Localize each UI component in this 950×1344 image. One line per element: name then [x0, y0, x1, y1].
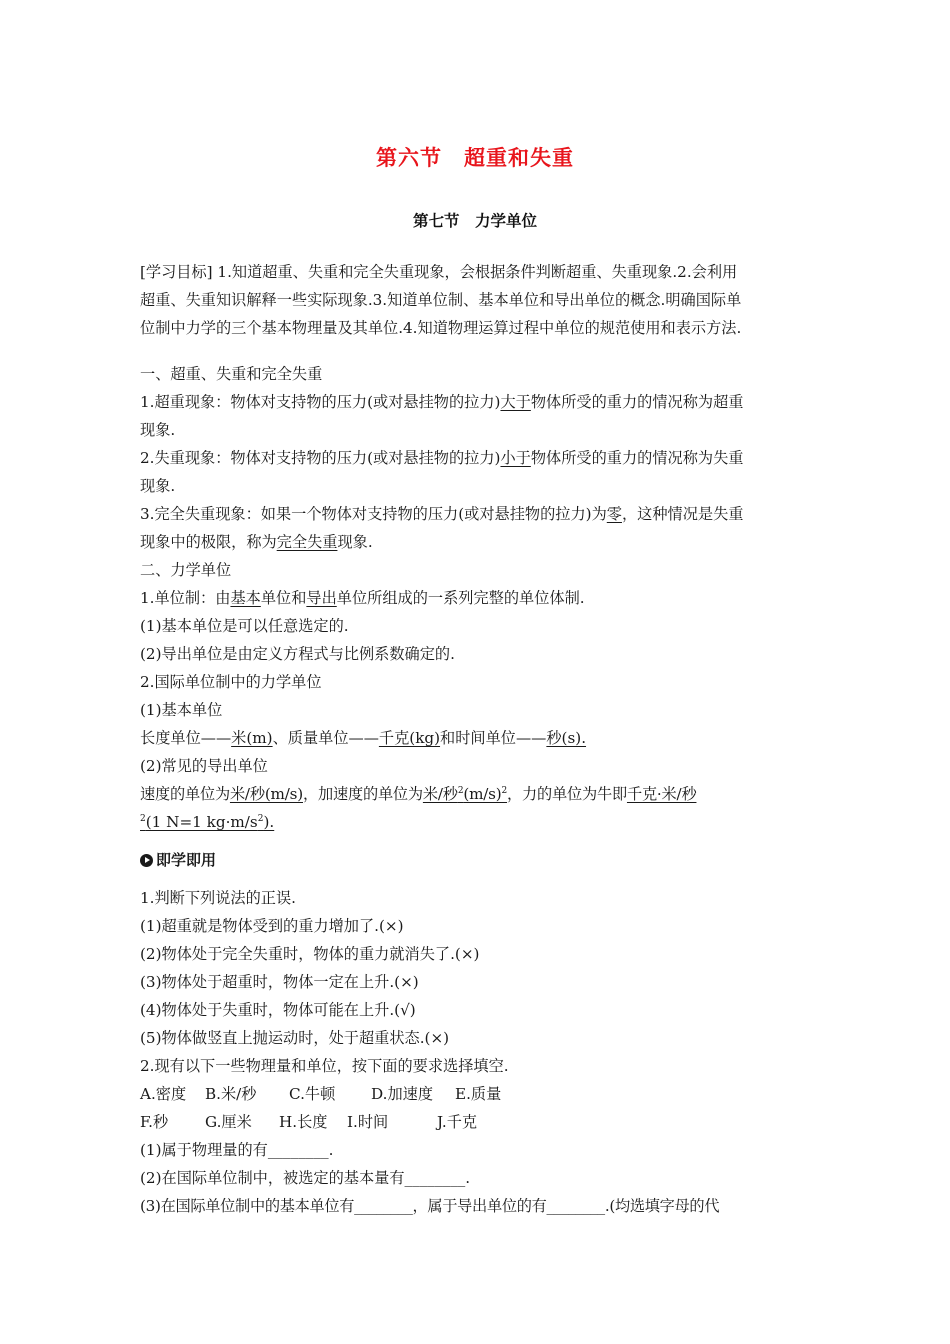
- practice-heading-label: 即学即用: [156, 851, 217, 869]
- text-line: [140, 444, 820, 472]
- text-span: 1.超重现象：物体对支持物的压力(或对悬挂物的拉力): [140, 393, 501, 411]
- learning-objectives: [140, 258, 820, 342]
- text-line: [140, 528, 820, 556]
- answer-blank: [140, 813, 274, 831]
- section-heading: 一、超重、失重和完全失重: [140, 365, 323, 383]
- option: F.秒: [140, 1113, 169, 1131]
- text-line: [140, 388, 820, 416]
- objective-line: 位制中力学的三个基本物理量及其单位.4.知道物理运算过程中单位的规范使用和表示方法.: [140, 319, 742, 337]
- option: J.千克: [437, 1113, 478, 1131]
- page-subtitle: 第七节 力学单位: [412, 212, 537, 230]
- text-line: (2)导出单位是由定义方程式与比例系数确定的.: [140, 645, 455, 663]
- text-span: ，加速度的单位为: [303, 785, 423, 803]
- answer-blank: 秒(s).: [546, 729, 587, 747]
- objective-line: [学习目标] 1.知道超重、失重和完全失重现象，会根据条件判断超重、失重现象.2.会利用: [140, 263, 738, 281]
- text-span: 米/秒: [422, 785, 458, 803]
- question: 1.判断下列说法的正误.: [140, 889, 297, 907]
- option: E.质量: [455, 1085, 502, 1103]
- text-span: ，力的单位为牛即: [507, 785, 627, 803]
- option: I.时间: [347, 1113, 389, 1131]
- text-line: [140, 780, 820, 808]
- text-span: 和时间单位——: [440, 729, 547, 747]
- question: 2.现有以下一些物理量和单位，按下面的要求选择填空.: [140, 1057, 509, 1075]
- option: B.米/秒: [205, 1085, 257, 1103]
- question-item: (5)物体做竖直上抛运动时，处于超重状态.(×): [140, 1029, 450, 1047]
- answer-blank: 千克(kg): [378, 729, 441, 747]
- play-circle-icon: [140, 854, 153, 867]
- answer-blank: 米(m): [231, 729, 273, 747]
- question-item: (1)属于物理量的有________.: [140, 1141, 334, 1159]
- page-title: 第六节 超重和失重: [376, 146, 574, 170]
- answer-blank: 大于: [500, 393, 531, 411]
- text-span: 3.完全失重现象：如果一个物体对支持物的压力(或对悬挂物的拉力)为: [140, 505, 607, 523]
- question-item: (3)物体处于超重时，物体一定在上升.(×): [140, 973, 419, 991]
- text-span: ).: [263, 813, 275, 831]
- practice-heading: [140, 846, 820, 874]
- text-line: (2)常见的导出单位: [140, 757, 268, 775]
- section-units: [140, 556, 820, 836]
- text-line: 2.国际单位制中的力学单位: [140, 673, 322, 691]
- answer-blank: 零: [606, 505, 622, 523]
- answer-blank: 千克·米/秒: [626, 785, 697, 803]
- text-line: 现象.: [140, 477, 176, 495]
- text-span: 1.单位制：由: [140, 589, 231, 607]
- option: C.牛顿: [289, 1085, 336, 1103]
- text-span: 物体所受的重力的情况称为失重: [530, 449, 744, 467]
- question-item: (4)物体处于失重时，物体可能在上升.(√): [140, 1001, 416, 1019]
- text-span: 单位和: [260, 589, 307, 607]
- text-line: (1)基本单位是可以任意选定的.: [140, 617, 349, 635]
- text-span: 长度单位——: [140, 729, 232, 747]
- superscript: 2: [140, 814, 146, 824]
- option: G.厘米: [205, 1113, 252, 1131]
- text-span: 、质量单位——: [272, 729, 379, 747]
- answer-blank: 导出: [306, 589, 337, 607]
- superscript: 2: [457, 786, 464, 796]
- question-item: (2)物体处于完全失重时，物体的重力就消失了.(×): [140, 945, 480, 963]
- text-span: 现象中的极限，称为: [140, 533, 277, 551]
- content-body: [140, 258, 820, 1220]
- answer-blank: 小于: [500, 449, 531, 467]
- text-span: 单位所组成的一系列完整的单位体制.: [336, 589, 585, 607]
- text-line: [140, 724, 820, 752]
- question-item: (2)在国际单位制中，被选定的基本量有________.: [140, 1169, 471, 1187]
- options-row: [140, 1108, 820, 1136]
- option: A.密度: [140, 1085, 187, 1103]
- options-row: [140, 1080, 820, 1108]
- text-span: 2.失重现象：物体对支持物的压力(或对悬挂物的拉力): [140, 449, 501, 467]
- answer-blank: [423, 785, 507, 803]
- objective-line: 超重、失重知识解释一些实际现象.3.知道单位制、基本单位和导出单位的概念.明确国际单: [140, 291, 742, 309]
- practice-questions: [140, 884, 820, 1220]
- answer-blank: 完全失重: [276, 533, 338, 551]
- section-heading: 二、力学单位: [140, 561, 232, 579]
- option: H.长度: [279, 1113, 328, 1131]
- superscript: 2: [257, 814, 264, 824]
- text-line: [140, 584, 820, 612]
- superscript: 2: [501, 786, 508, 796]
- question-item: (3)在国际单位制中的基本单位有________，属于导出单位的有________.(均选填字母的代: [140, 1197, 720, 1215]
- text-span: 速度的单位为: [140, 785, 230, 803]
- text-span: 物体所受的重力的情况称为超重: [530, 393, 744, 411]
- text-line: (1)基本单位: [140, 701, 223, 719]
- text-span: (m/s): [463, 785, 502, 803]
- question-item: (1)超重就是物体受到的重力增加了.(×): [140, 917, 404, 935]
- option: D.加速度: [371, 1085, 434, 1103]
- section-overweight: [140, 360, 820, 556]
- answer-blank: 米/秒(m/s): [229, 785, 303, 803]
- text-line: [140, 808, 820, 836]
- text-line: [140, 500, 820, 528]
- text-line: 现象.: [140, 421, 176, 439]
- text-span: ，这种情况是失重: [621, 505, 744, 523]
- text-span: (1 N=1 kg·m/s: [145, 813, 258, 831]
- text-span: 现象.: [337, 533, 373, 551]
- answer-blank: 基本: [230, 589, 261, 607]
